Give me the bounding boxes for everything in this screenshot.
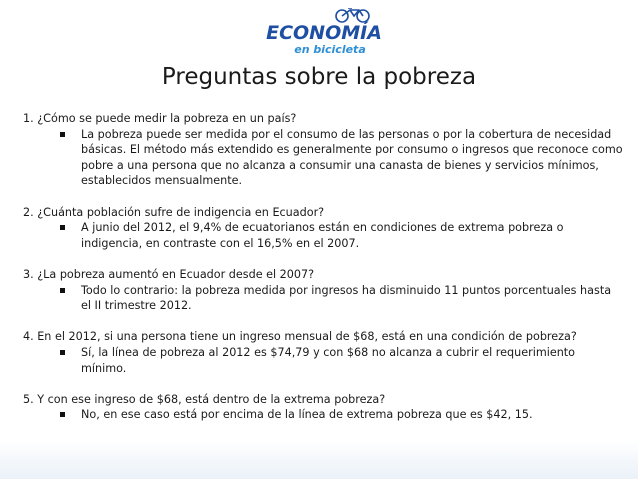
question-3: 3. ¿La pobreza aumentó en Ecuador desde el 2007? [23, 267, 315, 281]
question-2: 2. ¿Cuánta población sufre de indigencia en Ecuador? [23, 205, 325, 219]
answer-text: A junio del 2012, el 9,4% de ecuatorianos están en condiciones de extrema pobreza o indigencia, en contraste con el 16,5% en el 2007. [81, 221, 564, 250]
square-bullet-icon [60, 288, 65, 293]
square-bullet-icon [60, 225, 65, 230]
economia-en-bicicleta-logo [262, 8, 387, 58]
answer-text: No, en ese caso está por encima de la línea de extrema pobreza que es $42, 15. [81, 408, 533, 422]
question-1: 1. ¿Cómo se puede medir la pobreza en un país? [23, 112, 297, 125]
slide-title: Preguntas sobre la pobreza [161, 64, 477, 90]
square-bullet-icon [60, 350, 65, 355]
answer-4 [23, 345, 623, 376]
square-bullet-icon [60, 132, 65, 137]
square-bullet-icon [60, 412, 65, 417]
answer-3 [23, 283, 623, 314]
question-5: 5. Y con ese ingreso de $68, está dentro de la extrema pobreza? [23, 392, 386, 406]
answer-text: Todo lo contrario: la pobreza medida por ingresos ha disminuido 11 puntos porcentuales hasta el II trimestre 2012. [81, 283, 612, 313]
answer-1 [23, 127, 623, 189]
question-4: 4. En el 2012, si una persona tiene un ingreso mensual de $68, está en una condición de pobreza? [23, 330, 577, 344]
logo-line1: ECONOMÍA [266, 22, 382, 44]
answer-text: Sí, la línea de pobreza al 2012 es $74,79 y con $68 no alcanza a cubrir el requerimiento mínimo. [81, 345, 576, 375]
faq-list [23, 111, 623, 423]
logo-line2: en bicicleta [294, 43, 366, 56]
answer-5 [23, 407, 623, 423]
answer-2 [23, 220, 623, 251]
bicycle-icon [336, 8, 369, 22]
answer-text: La pobreza puede ser medida por el consumo de las personas o por la cobertura de necesidad básicas. El método más extendido es generalmente por consumo o ingresos que reconoce como pobre a una persona que no alcanza a consumir una canasta de bienes y servicios mínimos, establecidos mensualmente. [81, 127, 623, 188]
